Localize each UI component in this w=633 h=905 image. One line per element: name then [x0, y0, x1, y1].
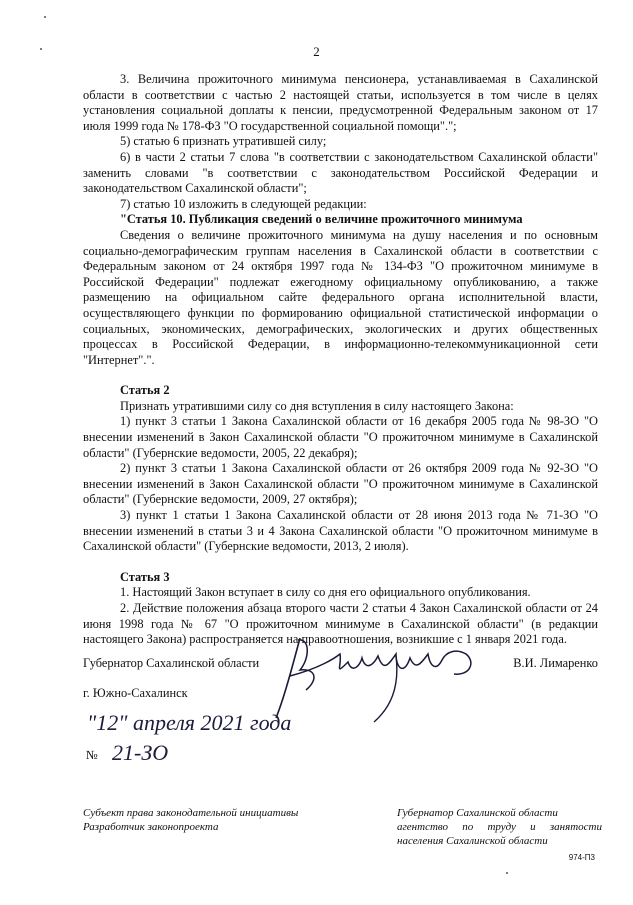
article-2-item-1: 1) пункт 3 статьи 1 Закона Сахалинской области от 16 декабря 2005 года № 98-ЗО "О внесении изменений в Закон Сахалинской области "О прожиточном минимуме в Сахалинской области" (Губернские ведомости, 2005, 22 декабря);	[83, 414, 598, 460]
article-2-item-2: 2) пункт 3 статьи 1 Закона Сахалинской области от 26 октября 2009 года № 92-ЗО "О внесении изменений в Закон Сахалинской области "О прожиточном минимуме в Сахалинской области" (Губернские ведомости, 2009, 27 октября);	[83, 461, 598, 507]
footer-left-line-2: Разработчик законопроекта	[83, 821, 219, 833]
footer-right-line-3: населения Сахалинской области	[397, 835, 548, 847]
article-3-item-1: 1. Настоящий Закон вступает в силу со дня его официального опубликования.	[120, 585, 531, 600]
handwritten-date-text: "12" апреля 2021 года	[87, 710, 292, 735]
scan-speck	[44, 16, 46, 18]
footer-right-line-1: Губернатор Сахалинской области	[397, 807, 558, 819]
law-body	[83, 72, 598, 648]
article-10-text: Сведения о величине прожиточного минимума на душу населения и по основным социально-демографическим группам населения в Сахалинской области в соответствии с Федеральным законом от 24 октября 1997 года № 134-ФЗ "О прожиточном минимуме в Российской Федерации" подлежат ежегодному официальному опубликованию, а также размещению на официальном сайте федерального органа исполнительной власти, осуществляющего функции по формированию официальной статистической информации о социальных, экономических, демографических, экологических и других общественных процессах в Российской Федерации, в информационно-телекоммуникационной сети "Интернет".".	[83, 227, 598, 367]
document-code: 974-П3	[568, 853, 595, 862]
scan-speck	[506, 872, 508, 874]
article-2-item-3: 3) пункт 1 статьи 1 Закона Сахалинской области от 28 июня 2013 года № 71-ЗО "О внесении изменений в статьи 3 и 4 Закона Сахалинской области "О прожиточном минимуме в Сахалинской области" (Губернские ведомости, 2013, 2 июля).	[83, 508, 598, 554]
article-2-intro: Признать утратившими силу со дня вступления в силу настоящего Закона:	[120, 398, 514, 413]
governor-title: Губернатор Сахалинской области	[83, 656, 260, 670]
article-2-title: Статья 2	[120, 383, 170, 398]
governor-name: В.И. Лимаренко	[513, 656, 598, 670]
paragraph-pension-minimum: 3. Величина прожиточного минимума пенсионера, устанавливаемая в Сахалинской области в соответствии с частью 2 настоящей статьи, используется в том числе в целях установления социальной доплаты к пенсии, предусмотренной Федеральным законом от 17 июля 1999 года № 178-ФЗ "О государственной социальной помощи".";	[83, 72, 598, 133]
footer-initiative-values	[397, 806, 602, 848]
article-10-heading: "Статья 10. Публикация сведений о величине прожиточного минимума	[120, 212, 523, 227]
article-3-item-2: 2. Действие положения абзаца второго части 2 статьи 4 Закон Сахалинской области от 24 июня 1998 года № 67 "О прожиточном минимуме в Сахалинской области" (в редакции настоящего Закона) распространяется на правоотношения, возникшие с 1 января 2021 года.	[83, 601, 598, 647]
handwritten-law-number	[110, 738, 230, 770]
paragraph-item-6: 6) в части 2 статьи 7 слова "в соответствии с законодательством Сахалинской области" заменить словами "в соответствии с законодательством Российской Федерации и законодательством Сахалинской области";	[83, 149, 598, 196]
footer-right-line-2: агентство по труду и занятости	[397, 821, 602, 833]
footer-initiative-labels	[83, 806, 298, 834]
paragraph-item-5: 5) статью 6 признать утратившей силу;	[120, 134, 327, 149]
law-number-label: №	[86, 748, 98, 762]
city-label: г. Южно-Сахалинск	[83, 686, 188, 700]
paragraph-item-7: 7) статью 10 изложить в следующей редакции:	[120, 196, 367, 211]
footer-left-line-1: Субъект права законодательной инициативы	[83, 807, 299, 819]
page-number: 2	[313, 44, 320, 59]
article-3-title: Статья 3	[120, 569, 170, 584]
handwritten-number-text: 21-ЗО	[112, 740, 169, 765]
scan-speck	[40, 48, 42, 50]
